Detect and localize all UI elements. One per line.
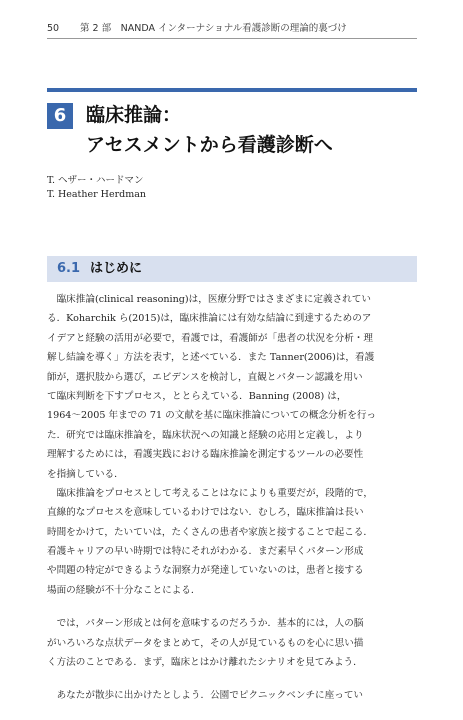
page-number: 50 (47, 23, 60, 34)
text-line: た．研究では臨床推論を，臨床状況への知識と経験の応用と定義し，より (47, 429, 364, 441)
paragraph (47, 484, 417, 600)
author-name-en: T. Heather Herdman (47, 189, 146, 200)
author (47, 174, 417, 202)
body-text (47, 290, 417, 706)
paragraph-gap (47, 672, 417, 686)
text-line: 臨床推論をプロセスとして考えることはなによりも重要だが，段階的で， (47, 487, 373, 499)
chapter-title (86, 100, 416, 160)
text-line: 1964〜2005 年までの 71 の文献を基に臨床推論についての概念分析を行っ (47, 410, 377, 422)
text-line: がいろいろな点状データをまとめて，その人が見ているものを心に思い描 (47, 637, 364, 649)
text-line: を指摘している． (47, 468, 124, 480)
header-rule (47, 38, 417, 39)
text-line: 師が，選択肢から選び，エビデンスを検討し，直観とパターン認識を用い (47, 371, 363, 383)
text-line: る．Koharchik ら(2015)は，臨床推論には有効な結論に到達するためのア (47, 313, 372, 325)
section-number: 6.1 (57, 261, 81, 276)
text-line: 時間をかけて，たいていは，たくさんの患者や家族と接することで起こる． (47, 526, 373, 538)
part-title: 第 2 部 NANDA インターナショナル看護診断の理論的裏づけ (80, 23, 347, 34)
paragraph (47, 290, 417, 484)
section-title: はじめに (90, 261, 143, 276)
paragraph-gap (47, 600, 417, 614)
chapter-number: 6 (47, 103, 73, 129)
text-line: や問題の特定ができるような洞察力が発達していないのは，患者と接する (47, 565, 364, 577)
text-line: 直線的なプロセスを意味しているわけではない．むしろ，臨床推論は長い (47, 507, 364, 519)
text-line: 看護キャリアの早い時期では特にそれがわかる．まだ素早くパターン形成 (47, 546, 364, 558)
text-line: く方法のことである．まず，臨床とはかけ離れたシナリオを見てみよう． (47, 657, 363, 669)
paragraph (47, 614, 417, 672)
text-line: 臨床推論(clinical reasoning)は，医療分野ではさまざまに定義されてい (47, 294, 371, 305)
chapter-title-line: アセスメントから看護診断へ (86, 134, 333, 156)
text-line: て臨床判断を下すプロセス，ととらえている．Banning (2008) は， (47, 390, 347, 402)
text-line: 理解するためには，看護実践における臨床推論を測定するツールの必要性 (47, 449, 364, 461)
paragraph (47, 686, 417, 705)
text-line: 場面の経験が不十分なことによる． (47, 584, 201, 596)
chapter-title-line: 臨床推論： (86, 104, 182, 126)
text-line: あなたが散歩に出かけたとしよう．公園でピクニックベンチに座ってい (47, 690, 364, 702)
chapter-rule (47, 88, 417, 92)
text-line: 解し結論を導く」方法を表す，と述べている．また Tanner(2006)は，看護 (47, 352, 375, 364)
text-line: では，パターン形成とは何を意味するのだろうか．基本的には，人の脳 (47, 618, 364, 630)
running-head (47, 20, 417, 36)
text-line: イデアと経験の活用が必要で，看護では，看護師が「患者の状況を分析・理 (47, 332, 373, 344)
section-heading (47, 256, 417, 282)
author-name-ja: T. ヘザー・ハードマン (47, 175, 144, 186)
